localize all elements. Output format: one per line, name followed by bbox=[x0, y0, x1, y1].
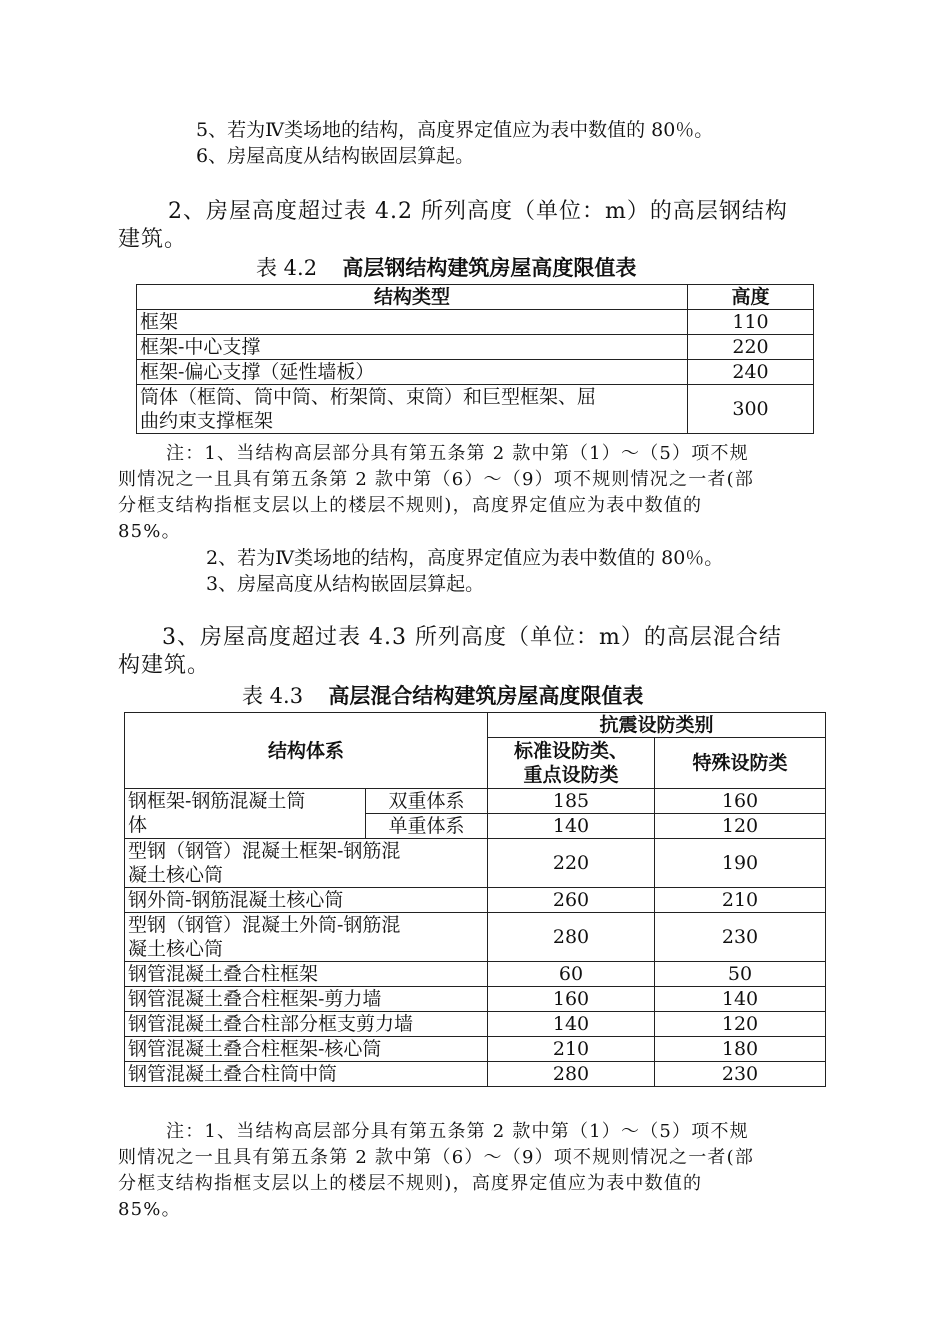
note-6: 6、房屋高度从结构嵌固层算起。 bbox=[196, 145, 475, 167]
note-1-line: 则情况之一且具有第五条第 2 款中第（6）～（9）项不规则情况之一者(部 bbox=[118, 469, 755, 490]
table-row bbox=[137, 310, 814, 335]
cell-height: 220 bbox=[688, 335, 814, 360]
cell-special: 160 bbox=[655, 789, 826, 814]
cell-special: 190 bbox=[655, 839, 826, 888]
cell-type: 框架 bbox=[137, 310, 688, 335]
cell-system: 钢管混凝土叠合柱框架-核心筒 bbox=[125, 1037, 488, 1062]
cell-height: 110 bbox=[688, 310, 814, 335]
cell-special: 180 bbox=[655, 1037, 826, 1062]
table-row bbox=[125, 962, 826, 987]
cell-standard: 60 bbox=[488, 962, 655, 987]
cell-subsystem: 单重体系 bbox=[366, 814, 488, 839]
cell-type: 框架-中心支撑 bbox=[137, 335, 688, 360]
cell-type bbox=[137, 385, 688, 434]
col-header-height: 高度 bbox=[688, 285, 814, 310]
table-4-2 bbox=[136, 284, 814, 434]
cell-standard: 280 bbox=[488, 1062, 655, 1087]
table-4-3-caption bbox=[242, 684, 643, 708]
table-row bbox=[125, 987, 826, 1012]
note-1-line: 注：1、当结构高层部分具有第五条第 2 款中第（1）～（5）项不规 bbox=[166, 443, 749, 464]
cell-system bbox=[125, 789, 366, 839]
cell-system-line: 凝土核心筒 bbox=[128, 864, 224, 886]
cell-system bbox=[125, 839, 488, 888]
col-header-standard-line: 重点设防类 bbox=[523, 764, 619, 786]
cell-height: 240 bbox=[688, 360, 814, 385]
table-row bbox=[125, 888, 826, 913]
cell-system-line: 型钢（钢管）混凝土外筒-钢筋混 bbox=[128, 914, 401, 936]
table-row bbox=[125, 839, 826, 888]
table-4-3 bbox=[124, 712, 826, 1087]
cell-subsystem: 双重体系 bbox=[366, 789, 488, 814]
cell-special: 140 bbox=[655, 987, 826, 1012]
cell-standard: 280 bbox=[488, 913, 655, 962]
cell-special: 50 bbox=[655, 962, 826, 987]
cell-special: 120 bbox=[655, 814, 826, 839]
table-row bbox=[137, 360, 814, 385]
cell-system: 钢管混凝土叠合柱筒中筒 bbox=[125, 1062, 488, 1087]
note-1-line: 85%。 bbox=[118, 1199, 181, 1220]
cell-system: 钢外筒-钢筋混凝土核心筒 bbox=[125, 888, 488, 913]
cell-system: 钢管混凝土叠合柱框架 bbox=[125, 962, 488, 987]
note-3: 3、房屋高度从结构嵌固层算起。 bbox=[206, 573, 485, 595]
cell-standard: 140 bbox=[488, 814, 655, 839]
table-row bbox=[125, 789, 826, 814]
cell-standard: 220 bbox=[488, 839, 655, 888]
table-title: 高层钢结构建筑房屋高度限值表 bbox=[342, 256, 637, 280]
table-number: 表 4.2 bbox=[256, 256, 318, 280]
note-1-line: 则情况之一且具有第五条第 2 款中第（6）～（9）项不规则情况之一者(部 bbox=[118, 1147, 755, 1168]
cell-system-line: 体 bbox=[128, 814, 148, 836]
cell-type-line: 筒体（框筒、筒中筒、桁架筒、束筒）和巨型框架、屈 bbox=[140, 386, 597, 408]
section-2-heading-cont: 建筑。 bbox=[118, 227, 188, 252]
cell-type: 框架-偏心支撑（延性墙板） bbox=[137, 360, 688, 385]
table-row bbox=[125, 1037, 826, 1062]
table-title: 高层混合结构建筑房屋高度限值表 bbox=[328, 684, 644, 708]
table-header-row bbox=[137, 285, 814, 310]
note-5: 5、若为Ⅳ类场地的结构，高度界定值应为表中数值的 80％。 bbox=[196, 119, 714, 141]
col-header-special: 特殊设防类 bbox=[655, 738, 826, 789]
note-2: 2、若为Ⅳ类场地的结构，高度界定值应为表中数值的 80％。 bbox=[206, 547, 724, 569]
col-header-type: 结构类型 bbox=[137, 285, 688, 310]
section-2-heading: 2、房屋高度超过表 4.2 所列高度（单位：m）的高层钢结构 bbox=[168, 199, 788, 224]
note-1-line: 分框支结构指框支层以上的楼层不规则)，高度界定值应为表中数值的 bbox=[118, 1173, 703, 1194]
col-header-standard-line: 标准设防类、 bbox=[513, 740, 628, 762]
cell-height: 300 bbox=[688, 385, 814, 434]
cell-system-line: 钢框架-钢筋混凝土筒 bbox=[128, 790, 306, 812]
cell-system-line: 型钢（钢管）混凝土框架-钢筋混 bbox=[128, 840, 401, 862]
col-header-system: 结构体系 bbox=[125, 713, 488, 789]
cell-system: 钢管混凝土叠合柱框架-剪力墙 bbox=[125, 987, 488, 1012]
cell-special: 230 bbox=[655, 913, 826, 962]
cell-standard: 210 bbox=[488, 1037, 655, 1062]
table-row bbox=[137, 335, 814, 360]
col-header-standard bbox=[488, 738, 655, 789]
note-1-line: 85%。 bbox=[118, 521, 181, 542]
cell-standard: 260 bbox=[488, 888, 655, 913]
col-header-group: 抗震设防类别 bbox=[488, 713, 826, 738]
note-1-line: 注：1、当结构高层部分具有第五条第 2 款中第（1）～（5）项不规 bbox=[166, 1121, 749, 1142]
cell-system bbox=[125, 913, 488, 962]
cell-standard: 185 bbox=[488, 789, 655, 814]
table-number: 表 4.3 bbox=[242, 684, 304, 708]
section-3-heading-cont: 构建筑。 bbox=[118, 653, 211, 678]
table-row bbox=[137, 385, 814, 434]
cell-standard: 140 bbox=[488, 1012, 655, 1037]
cell-special: 120 bbox=[655, 1012, 826, 1037]
cell-type-line: 曲约束支撑框架 bbox=[140, 410, 274, 432]
cell-system-line: 凝土核心筒 bbox=[128, 938, 224, 960]
section-3-heading: 3、房屋高度超过表 4.3 所列高度（单位：m）的高层混合结 bbox=[162, 625, 782, 650]
table-4-2-caption bbox=[256, 256, 636, 280]
cell-system: 钢管混凝土叠合柱部分框支剪力墙 bbox=[125, 1012, 488, 1037]
table-header-row bbox=[125, 713, 826, 738]
table-row bbox=[125, 1062, 826, 1087]
table-row bbox=[125, 913, 826, 962]
note-1-line: 分框支结构指框支层以上的楼层不规则)，高度界定值应为表中数值的 bbox=[118, 495, 703, 516]
cell-special: 230 bbox=[655, 1062, 826, 1087]
cell-standard: 160 bbox=[488, 987, 655, 1012]
table-row bbox=[125, 1012, 826, 1037]
cell-special: 210 bbox=[655, 888, 826, 913]
